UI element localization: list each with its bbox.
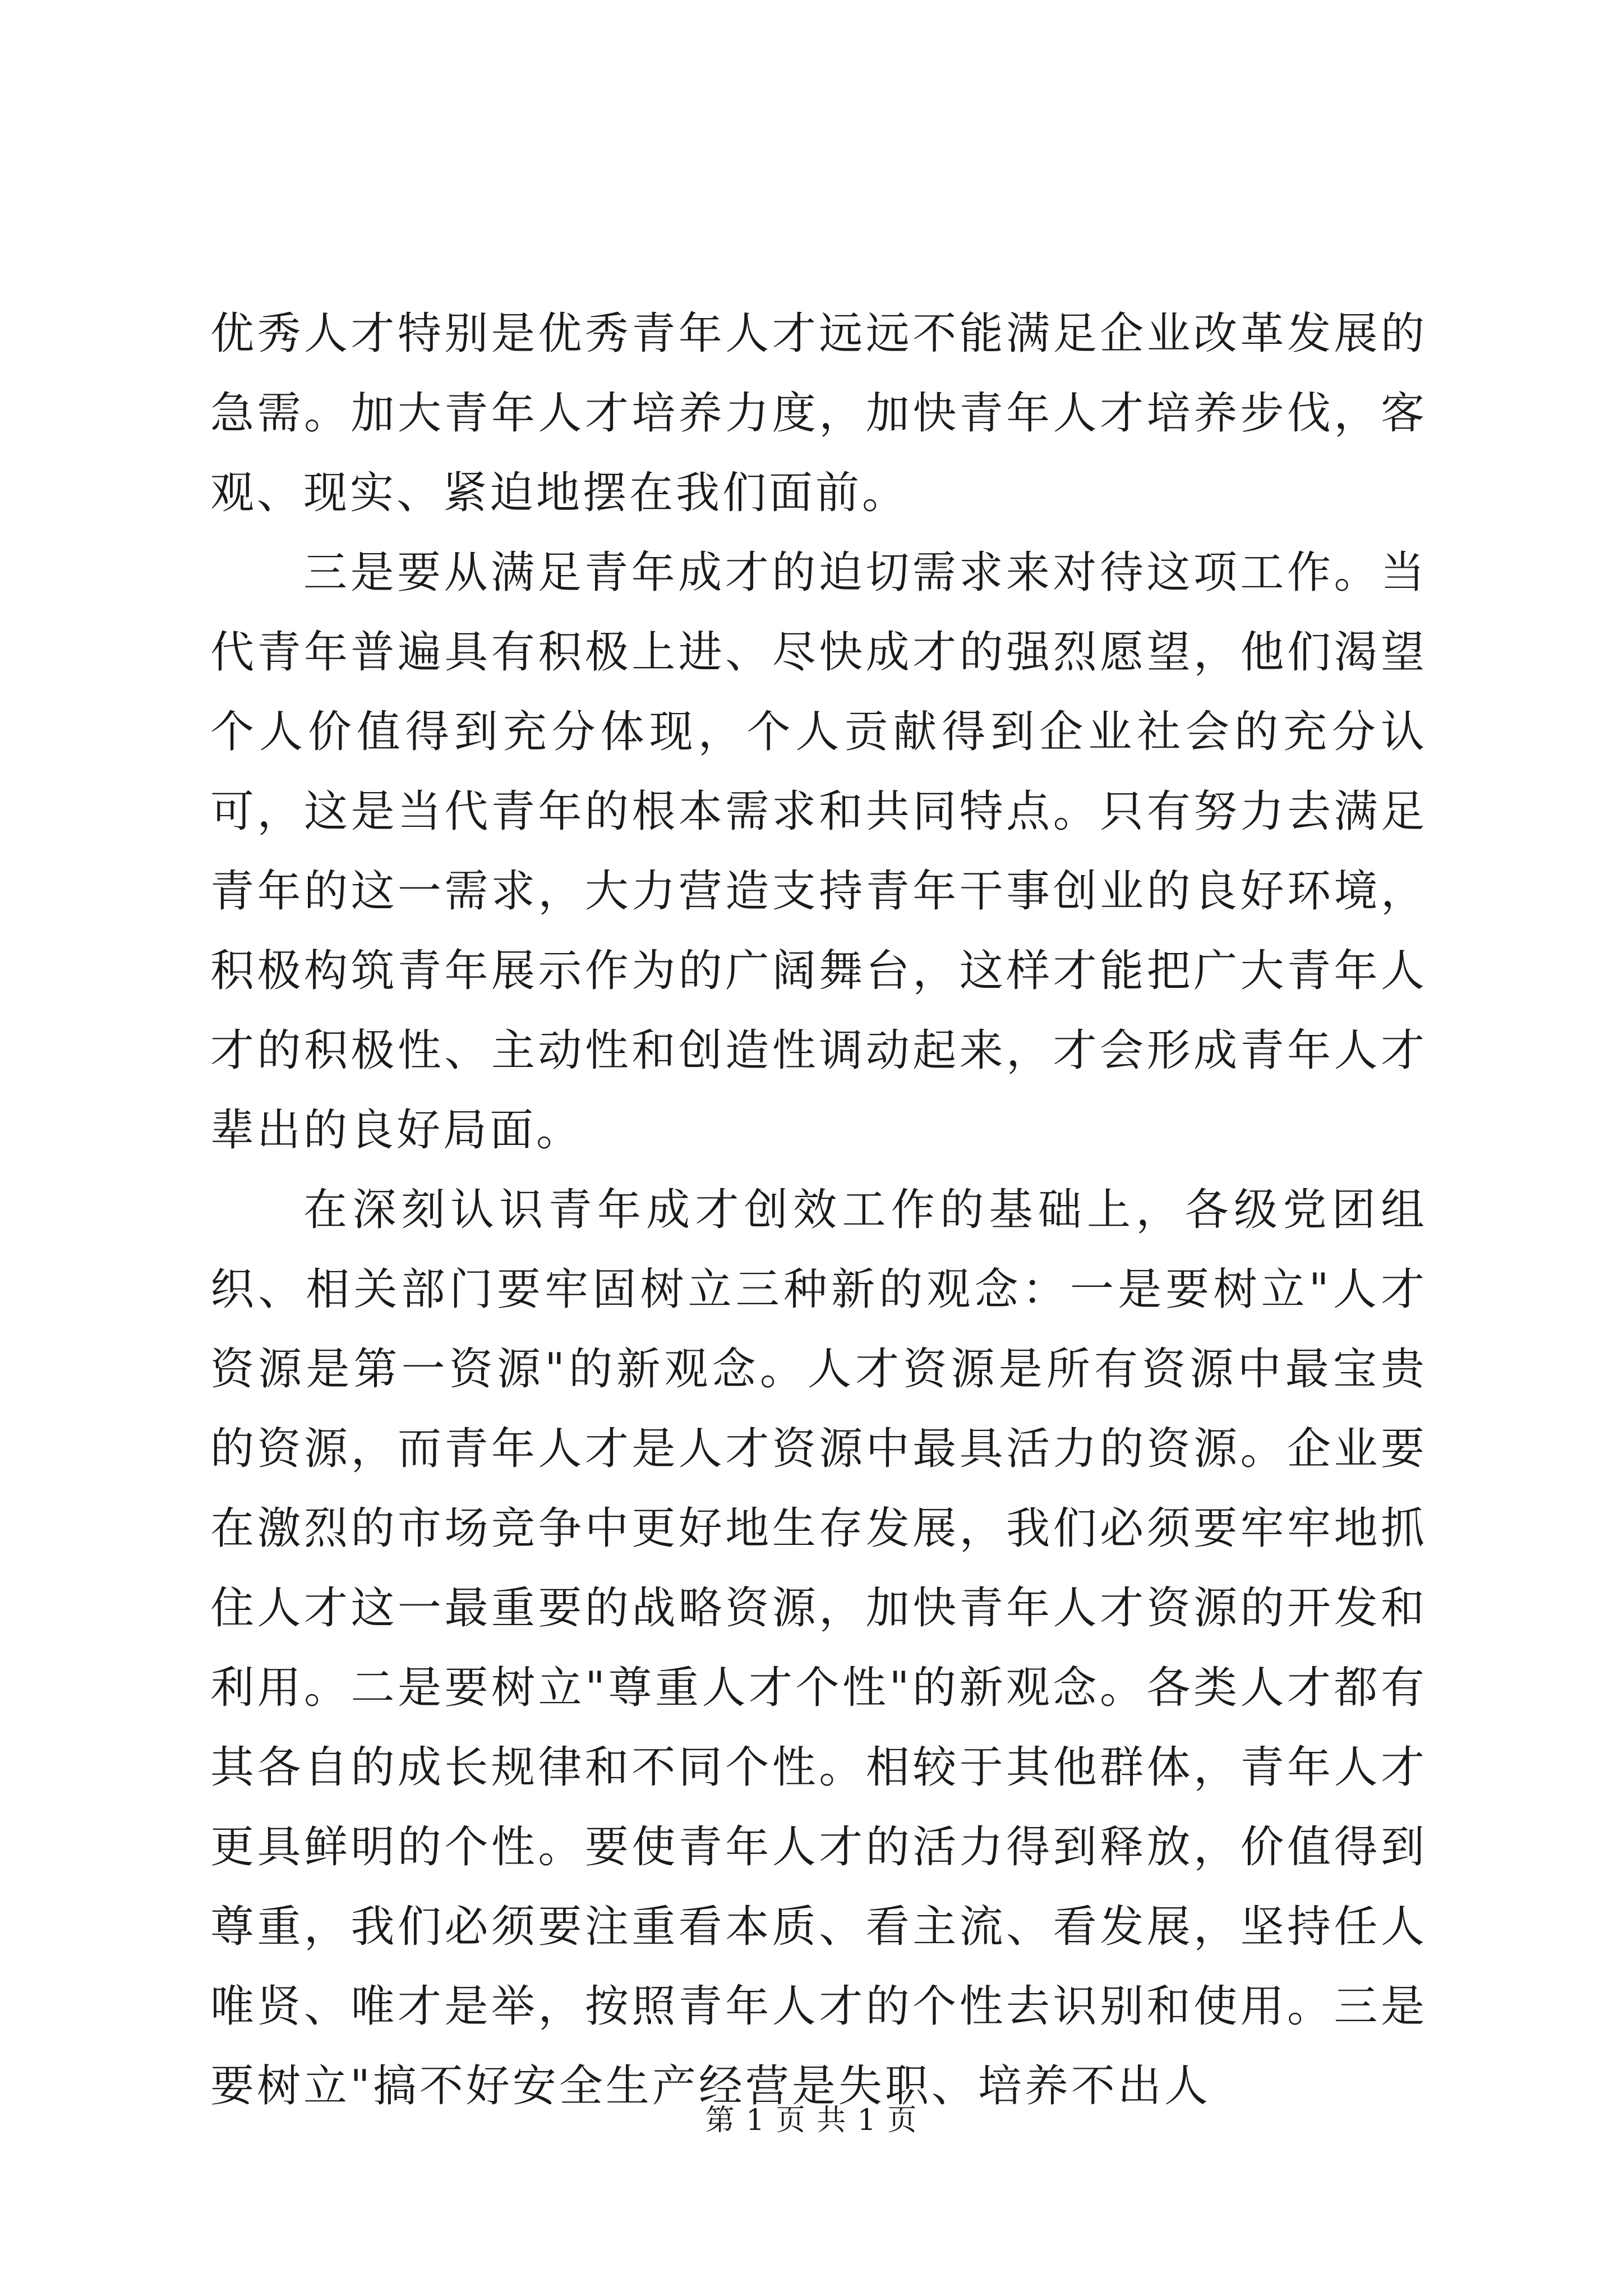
page-footer: 第 1 页 共 1 页	[705, 2104, 918, 2137]
paragraph-1: 优秀人才特别是优秀青年人才远远不能满足企业改革发展的急需。加大青年人才培养力度，加快青年人才培养步伐，客观、现实、紧迫地摆在我们面前。	[210, 309, 1427, 518]
paragraph-2: 三是要从满足青年成才的迫切需求来对待这项工作。当代青年普遍具有积极上进、尽快成才的强烈愿望，他们渴望个人价值得到充分体现，个人贡献得到企业社会的充分认可，这是当代青年的根本需求和共同特点。只有努力去满足青年的这一需求，大力营造支持青年干事创业的良好环境，积极构筑青年展示作为的广阔舞台，这样才能把广大青年人才的积极性、主动性和创造性调动起来，才会形成青年人才辈出的良好局面。	[210, 547, 1427, 1156]
document-body	[210, 294, 1427, 2126]
paragraph-3: 在深刻认识青年成才创效工作的基础上，各级党团组织、相关部门要牢固树立三种新的观念：一是要树立"人才资源是第一资源"的新观念。人才资源是所有资源中最宝贵的资源，而青年人才是人才资源中最具活力的资源。企业要在激烈的市场竞争中更好地生存发展，我们必须要牢牢地抓住人才这一最重要的战略资源，加快青年人才资源的开发和利用。二是要树立"尊重人才个性"的新观念。各类人才都有其各自的成长规律和不同个性。相较于其他群体，青年人才更具鲜明的个性。要使青年人才的活力得到释放，价值得到尊重，我们必须要注重看本质、看主流、看发展，坚持任人唯贤、唯才是举，按照青年人才的个性去识别和使用。三是要树立"搞不好安全生产经营是失职、培养不出人	[210, 1185, 1427, 2111]
